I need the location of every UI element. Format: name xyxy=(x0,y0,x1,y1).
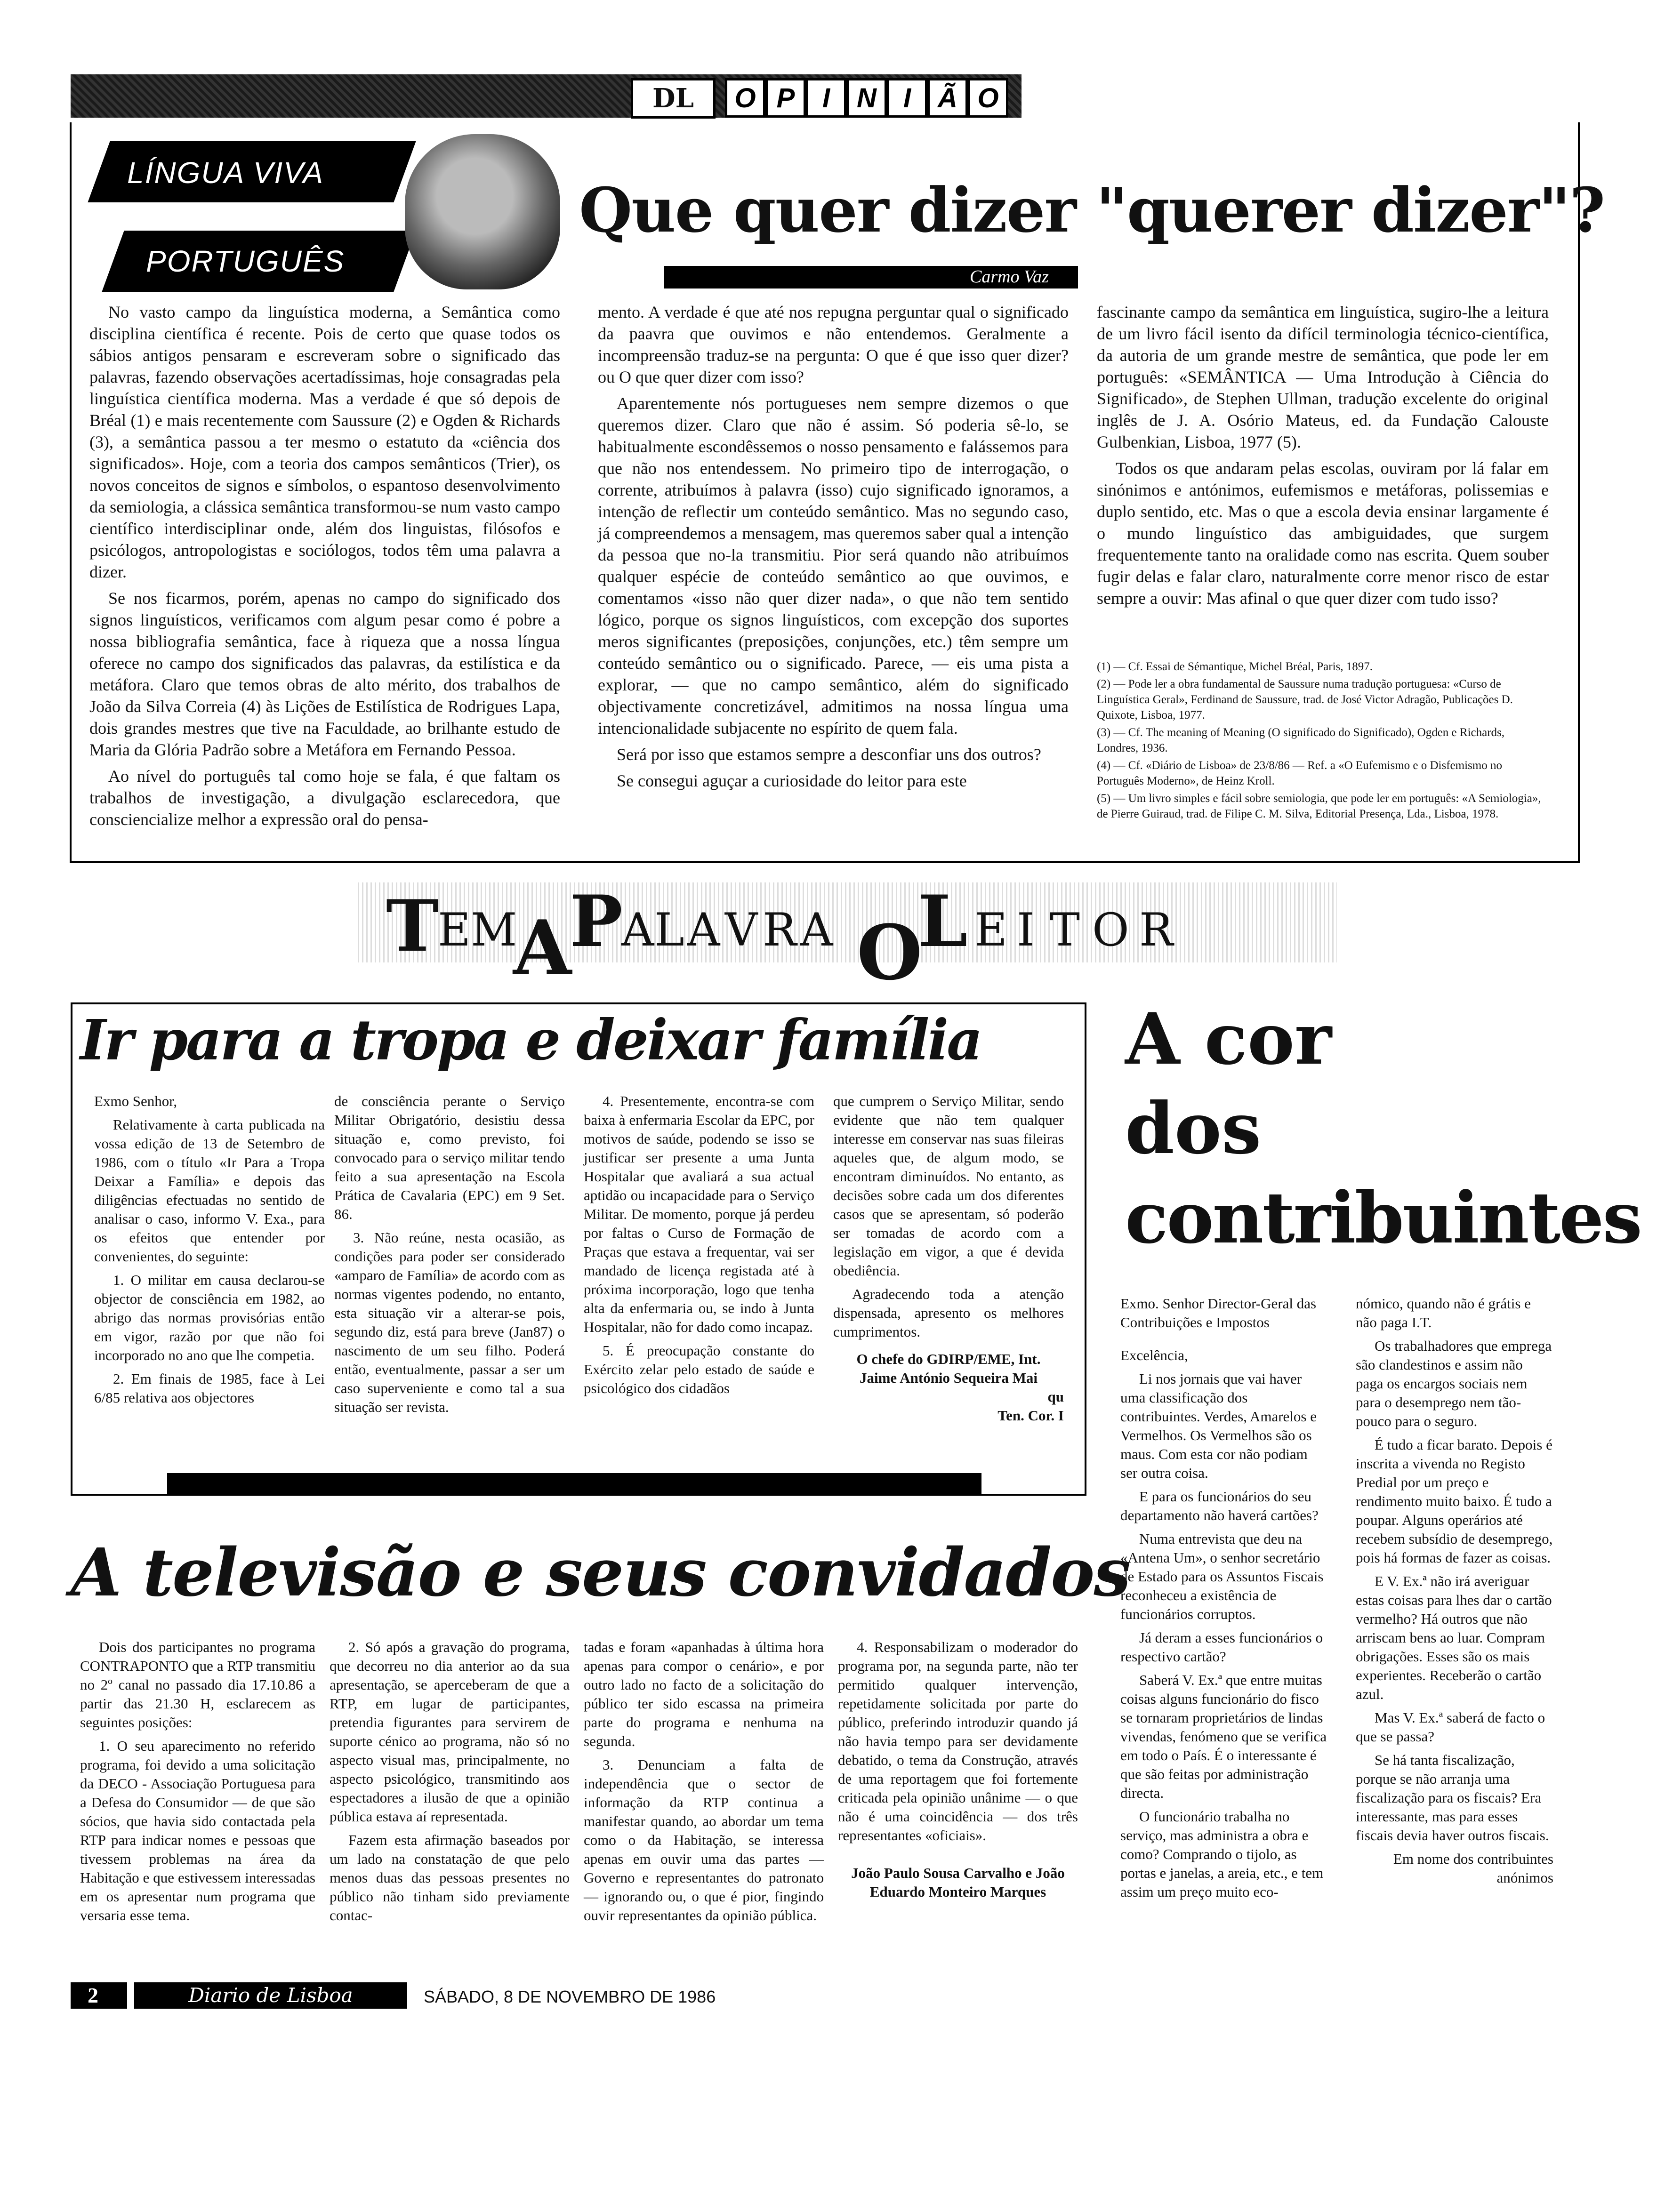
paragraph: Já deram a esses funcionários o respectivo cartão? xyxy=(1120,1629,1323,1665)
paragraph: Li nos jornais que vai haver uma classificação dos contribuintes. Verdes, Amarelos e Vermelhos. Os Vermelhos são os maus. Com esta cor não podiam ser outra coisa. xyxy=(1120,1370,1317,1481)
footnotes xyxy=(1097,659,1549,824)
article-column xyxy=(89,301,560,835)
salutation: Excelência, xyxy=(1120,1347,1188,1363)
paragraph: E para os funcionários do seu departamento não haverá cartões? xyxy=(1120,1488,1319,1523)
masthead: Diario de Lisboa xyxy=(134,1982,407,2009)
paragraph: Os trabalhadores que emprega são clandestinos e assim não paga os encargos sociais nem para o desemprego nem tão-pouco para o seguro. xyxy=(1356,1338,1552,1429)
paragraph: Aparentemente nós portugueses nem sempre dizemos o que queremos dizer. Claro que não é assim. Só poderia sê-lo, se habitualmente escondêssemos o nosso pensamento e falássemos para que não nos entendessem. No primeiro tipo de interrogação, o corrente, atribuímos à palavra (isso) cujo significado ignoramos, a intenção de reflectir um conteúdo semântico. Mas no segundo caso, já compreendemos a mensagem, mas queremos saber qual a intenção da pessoa que no-la transmitiu. Pior será quando não atribuímos qualquer espécie de conteúdo semântico ao que ouvimos, e comentamos «isso não quer dizer nada», o que não tem sentido lógico, porque os signos linguísticos, com excepção dos suportes meros significantes (preposições, conjunções, etc.) têm sempre um conteúdo semântico ou o significado. Parece, — eis uma pista a explorar, — que no campo semântico, além do significado objectivamente concretizável, admitimos na nossa língua uma intencionalidade subjacente no espírito de quem fala. xyxy=(598,394,1069,737)
section-letter: O xyxy=(968,78,1008,118)
banner-letter: P xyxy=(570,880,623,963)
letter-divider xyxy=(167,1473,981,1494)
paragraph: Se consegui aguçar a curiosidade do leitor para este xyxy=(617,771,967,790)
byline: Carmo Vaz xyxy=(970,267,1049,287)
banner-letter: E xyxy=(438,904,471,956)
banner-letter: O xyxy=(857,908,923,997)
salutation: Exmo Senhor, xyxy=(94,1093,177,1109)
letter-column xyxy=(330,1638,570,1930)
letter-title: contribuintes xyxy=(1125,1177,1641,1259)
author-photo xyxy=(405,134,560,289)
paragraph: mento. A verdade é que até nos repugna perguntar qual o significado da paavra que ouvimos e não entendemos. Geralmente a incompreensão traduz-se na pergunta: O que é que isso quer dizer? ou O que quer dizer com isso? xyxy=(598,303,1069,386)
issue-date: SÁBADO, 8 DE NOVEMBRO DE 1986 xyxy=(424,1987,716,2006)
paragraph: Todos os que andaram pelas escolas, ouviram por lá falar em sinónimos e antónimos, eufemismos e metáforas, polissemias e duplo sentido, etc. Mas o que a escola devia ensinar largamente é o mundo linguístico das ambiguidades, que surgem frequentemente tanto na oralidade como nas escrita. Quem souber fugir delas e falar claro, naturalmente corre menor risco de estar sempre a ouvir: Mas afinal o que quer dizer com tudo isso? xyxy=(1097,459,1549,608)
paragraph: 3. Denunciam a falta de independência que o sector de informação da RTP continua a manifestar quando, ao abordar um tema como o da Habitação, se interessa apenas em ouvir uma das partes — Governo e representantes do patronato — ignorando ou, o que é pior, fingindo ouvir representantes da opinião pública. xyxy=(584,1756,824,1923)
paragraph: E V. Ex.ª não irá averiguar estas coisas para lhes dar o cartão vermelho? Há outros que não arriscam bens ao luar. Compram obrigações. Esses são os mais experientes. Receberão o cartão azul. xyxy=(1356,1573,1552,1702)
kicker-portugues: PORTUGUÊS xyxy=(146,244,345,278)
letter-column xyxy=(1120,1294,1327,1906)
paragraph: 4. Presentemente, encontra-se com baixa à enfermaria Escolar da EPC, por motivos de saúde, podendo se isso se justificar ser presente a uma Junta Hospitalar que avaliará a sua actual aptidão ou incapacidade para o Serviço Militar. De momento, porque já perdeu por faltas o Curso de Formação de Praças que estava a frequentar, vai ser mandado de licença registada até à próxima incorporação, logo que tenha alta da enfermaria ou, se indo à Junta Hospitalar, não for dado como incapaz. xyxy=(584,1093,814,1335)
paragraph: Será por isso que estamos sempre a desconfiar uns dos outros? xyxy=(617,745,1041,764)
paragraph: 5. É preocupação constante do Exército zelar pelo estado de saúde e psicológico dos cidadãos xyxy=(584,1342,814,1396)
letter-title: dos xyxy=(1125,1087,1262,1170)
signature: Jaime António Sequeira Mai xyxy=(859,1370,1038,1386)
banner-letter: A xyxy=(621,904,654,956)
section-letter: N xyxy=(846,78,887,118)
paragraph: Mas V. Ex.ª saberá de facto o que se passa? xyxy=(1356,1709,1545,1745)
paragraph: Se nos ficarmos, porém, apenas no campo do significado dos signos linguísticos, verificamos com algum pesar como é pobre a nossa bibliografia semântica, face à riqueza que a nossa língua oferece no campo dos significados das palavras, da estilística e da metáfora. Claro que temos obras de alto mérito, dos trabalhos de João da Silva Correia (4) às Lições de Estilística de Rodrigues Lapa, dois grandes mestres que tive na Faculdade, ao brilhante estudo de Maria da Glória Padrão sobre a Metáfora em Fernando Pessoa. xyxy=(89,589,560,759)
paragraph: Agradecendo toda a atenção dispensada, apresento os melhores cumprimentos. xyxy=(833,1286,1064,1340)
letter-column xyxy=(80,1638,315,1930)
banner-letter: T xyxy=(386,885,439,968)
footnote: (4) — Cf. «Diário de Lisboa» de 23/8/86 — Ref. a «O Eufemismo e o Disfemismo no Português Moderno», de Heinz Kroll. xyxy=(1097,759,1502,787)
kicker-lingua-viva: LÍNGUA VIVA xyxy=(127,156,324,190)
banner-letter: L xyxy=(918,880,968,963)
banner-letter: O xyxy=(1092,904,1129,956)
section-letter: Ã xyxy=(927,78,968,118)
letter-column xyxy=(584,1638,824,1930)
section-header-bar xyxy=(71,74,1022,118)
letter-column xyxy=(94,1092,325,1412)
newspaper-logo: DL xyxy=(631,78,716,119)
article-column xyxy=(598,301,1069,796)
paragraph: Numa entrevista que deu na «Antena Um», o senhor secretário de Estado para os Assuntos Fiscais reconheceu a existência de funcionários corruptos. xyxy=(1120,1531,1324,1622)
paragraph: O funcionário trabalha no serviço, mas administra a obra e como? Comprando o tijolo, as portas e janelas, a areia, etc., e tem assim um preço muito eco- xyxy=(1120,1808,1324,1900)
section-letter: I xyxy=(887,78,927,118)
paragraph: 2. Só após a gravação do programa, que decorreu no dia anterior ao da sua apresentação, se aperceberam de que a RTP, em lugar de participantes, pretendia figurantes para servirem de suporte cénico ao programa, não só no aspecto visual mas, principalmente, no aspecto psicológico, transmitindo aos espectadores a ilusão de que a opinião pública estava aí representada. xyxy=(330,1639,570,1825)
letter-column xyxy=(1356,1294,1553,1892)
banner-letter: E xyxy=(974,904,1008,956)
paragraph: Saberá V. Ex.ª que entre muitas coisas alguns funcionário do fisco se tornaram proprietários de lindas vivendas, fenómeno que se verifica em todo o País. É o interessante é que são feitas por administração directa. xyxy=(1120,1672,1327,1801)
paragraph: tadas e foram «apanhadas à última hora apenas para compor o cenário», e por outro lado no facto de a solicitação do público ter sido escassa na primeira parte do programa e nenhuma na segunda. xyxy=(584,1639,824,1749)
paragraph: de consciência perante o Serviço Militar Obrigatório, desistiu dessa situação e, como previsto, foi convocado para o serviço militar tendo feito a sua apresentação na Escola Prática de Cavalaria (EPC) em 9 Set. 86. xyxy=(334,1093,565,1222)
paragraph: Dois dos participantes no programa CONTRAPONTO que a RTP transmitiu no 2º canal no passado dia 17.10.86 a partir das 21.30 H, esclarecem as seguintes posições: xyxy=(80,1639,315,1731)
letter-title: Ir para a tropa e deixar família xyxy=(80,1007,981,1073)
banner-letter: L xyxy=(654,904,684,956)
salutation: Exmo. Senhor Director-Geral das Contribuições e Impostos xyxy=(1120,1295,1317,1330)
banner-letter: A xyxy=(800,904,833,956)
footnote: (5) — Um livro simples e fácil sobre semiologia, que pode ler em português: «A Semiologia», de Pierre Guiraud, trad. de Filipe C. M. Silva, Editorial Presença, Lda., Lisboa, 1978. xyxy=(1097,792,1541,820)
paragraph: nómico, quando não é grátis e não paga I.T. xyxy=(1356,1295,1531,1330)
signature: O chefe do GDIRP/EME, Int. xyxy=(856,1351,1041,1367)
paragraph: Se há tanta fiscalização, porque se não arranja uma fiscalização para os fiscais? Era interessante, mas para esses fiscais devia haver outros fiscais. xyxy=(1356,1752,1549,1843)
article-title: Que quer dizer "querer dizer"? xyxy=(579,174,1605,246)
paragraph: 2. Em finais de 1985, face à Lei 6/85 relativa aos objectores xyxy=(94,1370,325,1406)
paragraph: 4. Responsabilizam o moderador do programa por, na segunda parte, não ter permitido qualquer intervenção, repetidamente solicitada por parte do público, preferindo introduzir quando já não havia tempo para ser devidamente debatido, o tema da Construção, através de uma reportagem que foi fortemente criticada pela opinião unânime — o que não é uma coincidência — dos três representantes «oficiais». xyxy=(838,1639,1078,1843)
paragraph: 1. O seu aparecimento no referido programa, foi devido a uma solicitação da DECO - Associação Portuguesa para a Defesa do Consumidor — de que são sócios, que havia sido contactada pela RTP para indicar nomes e pessoas que tivessem problemas na área da Habitação e que estivessem interessadas em os apresentar num programa que versaria esse tema. xyxy=(80,1738,315,1923)
banner-letter: I xyxy=(1017,904,1035,956)
signature: Ten. Cor. I xyxy=(997,1407,1064,1424)
section-letter: P xyxy=(765,78,806,118)
banner-letter: M xyxy=(471,904,517,956)
banner-letter: V xyxy=(725,904,758,956)
signature: qu xyxy=(1047,1388,1064,1405)
paragraph: Relativamente à carta publicada na vossa edição de 13 de Setembro de 1986, com o título «Ir Para a Tropa Deixar a Família» e depois das diligências efectuadas no sentido de analisar o caso, informo V. Exa., para os efeitos que entender por convenientes, do seguinte: xyxy=(94,1116,325,1265)
footnote: (3) — Cf. The meaning of Meaning (O significado do Significado), Ogden e Richards, Londres, 1936. xyxy=(1097,726,1505,754)
article-column xyxy=(1097,301,1549,614)
banner-letter: T xyxy=(1050,904,1080,956)
banner-letter: A xyxy=(513,904,572,992)
page-number: 2 xyxy=(71,1982,127,2009)
letter-title: A televisão e seus convidados xyxy=(71,1534,1130,1611)
paragraph: É tudo a ficar barato. Depois é inscrita a vivenda no Registo Predial por um preço e rendimento muito baixo. É tudo a poupar. Alguns operários até recebem subsídio de desemprego, pois há formas de fazer as coisas. xyxy=(1356,1436,1553,1566)
banner-letter: R xyxy=(763,904,797,956)
paragraph: que cumprem o Serviço Militar, sendo evidente que não tem qualquer interesse em conservar nas suas fileiras aqueles que, de algum modo, se encontram diminuídos. No entanto, as decisões sobre cada um dos diferentes casos que se apresentam, só poderão ser tomadas de acordo com a legislação em vigor, a que é devida obediência. xyxy=(833,1093,1064,1279)
paragraph: Ao nível do português tal como hoje se fala, é que faltam os trabalhos de investigação, a divulgação esclarecedora, que consciencialize melhor a expressão oral do pensa- xyxy=(89,767,560,829)
footnote: (2) — Pode ler a obra fundamental de Saussure numa tradução portuguesa: «Curso de Linguística Geral», Ferdinand de Saussure, trad. de José Victor Adragão, Publicações D. Quixote, Lisboa, 1977. xyxy=(1097,678,1513,721)
banner-letter: A xyxy=(687,904,720,956)
paragraph: Fazem esta afirmação baseados por um lado na constatação de que pelo menos duas das pessoas presentes no público não tinham sido previamente contac- xyxy=(330,1832,570,1923)
signature: João Paulo Sousa Carvalho e João Eduardo Monteiro Marques xyxy=(851,1865,1065,1900)
banner-letter: R xyxy=(1139,904,1174,956)
letter-column xyxy=(584,1092,814,1403)
signature: Em nome dos contribuintes anónimos xyxy=(1393,1851,1553,1886)
letter-column xyxy=(833,1092,1064,1425)
letter-title: A cor xyxy=(1125,998,1332,1081)
section-letter: O xyxy=(725,78,765,118)
paragraph: fascinante campo da semântica em linguística, sugiro-lhe a leitura de um livro fácil isento da difícil terminologia técnico-científica, da autoria de um grande mestre de semântica, que pode ler em português: «SEMÂNTICA — Uma Introdução à Ciência do Significado», de Stephen Ullman, tradução excelente do original inglês de J. A. Osório Mateus, ed. da Fundação Calouste Gulbenkian, Lisboa, 1977 (5). xyxy=(1097,303,1549,451)
paragraph: No vasto campo da linguística moderna, a Semântica como disciplina científica é recente. Pois de certo que quase todos os sábios antigos pensaram e escreveram sobre o significado das palavras, fazendo observações acertadíssimas, hoje consagradas pela linguística científica moderna. Mas a verdade é que só depois de Bréal (1) e mais recentemente com Saussure (2) e Ogden & Richards (3), a semântica passou a ter mesmo o estatuto da «ciência dos significados». Hoje, com a teoria dos campos semânticos (Trier), os novos conceitos de signos e símbolos, o espantoso desenvolvimento da semiologia, a clássica semântica transformou-se num vasto campo científico interdisciplinar onde, além dos linguistas, filósofos e psicólogos, antropologistas e sociólogos, todos têm uma palavra a dizer. xyxy=(89,303,560,581)
footnote: (1) — Cf. Essai de Sémantique, Michel Bréal, Paris, 1897. xyxy=(1097,660,1373,673)
tribuna-letters xyxy=(367,880,1327,997)
letter-column xyxy=(334,1092,565,1421)
section-letter: I xyxy=(806,78,846,118)
paragraph: 3. Não reúne, nesta ocasião, as condições para poder ser considerado «amparo de Família» de acordo com as normas vigentes podendo, no entanto, esta situação vir a alterar-se pois, segundo diz, está para breve (Jan87) o nascimento de um seu filho. Poderá então, eventualmente, passar a ser um caso superveniente e como tal a sua situação ser revista. xyxy=(334,1229,565,1415)
paragraph: 1. O militar em causa declarou-se objector de consciência em 1982, ao abrigo das normas provisórias então em vigor, razão por que não foi incorporado no ano que lhe competia. xyxy=(94,1272,325,1363)
letter-column xyxy=(838,1638,1078,1906)
